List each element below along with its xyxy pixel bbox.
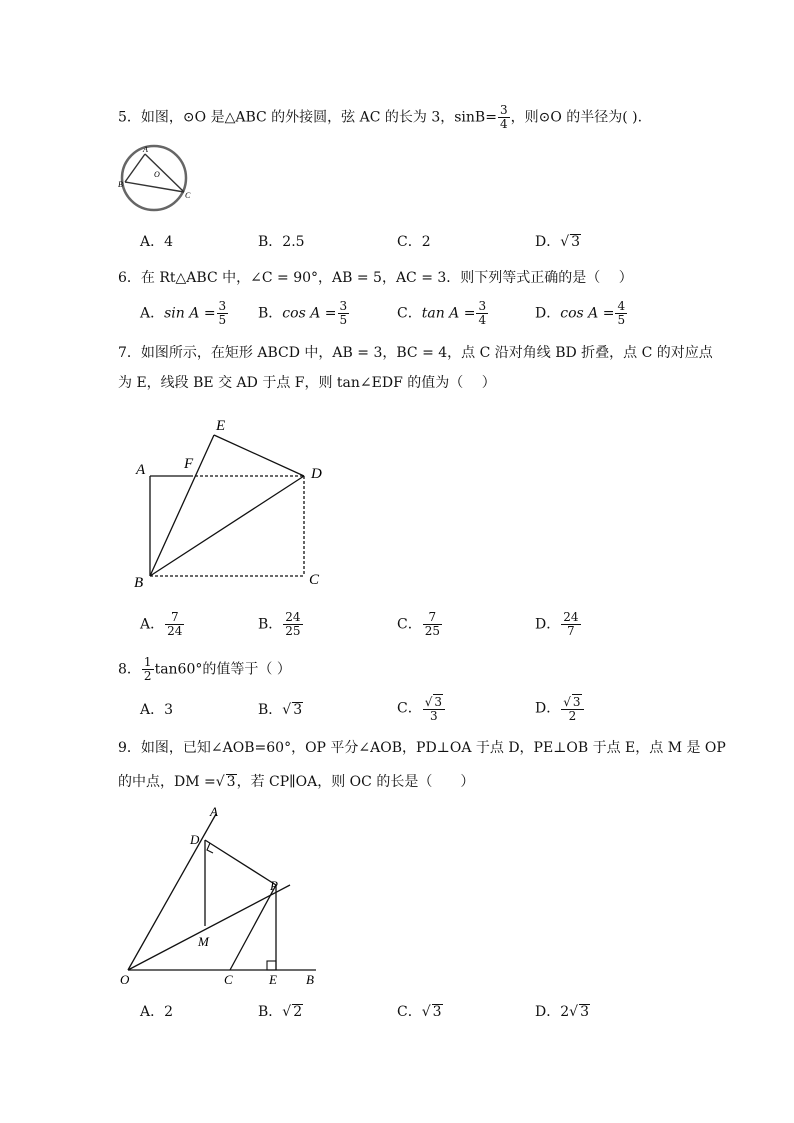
label-m: M	[198, 934, 209, 949]
label-b: B	[118, 180, 123, 189]
figure-q7-rectangle	[128, 410, 338, 592]
q5-option-a[interactable]: A．4	[140, 234, 174, 250]
label-a: A	[143, 145, 148, 154]
label-f: F	[184, 456, 194, 472]
question-9-stem-line1: 9．如图，已知∠AOB=60°，OP 平分∠AOB，PD⊥OA 于点 D，PE⊥OB 于点 E，点 M 是 OP	[118, 740, 726, 756]
question-7-stem-line2: 为 E，线段 BE 交 AD 于点 F，则 tan∠EDF 的值为（ ）	[118, 375, 496, 391]
question-6-stem: 6．在 Rt△ABC 中，∠C = 90°，AB = 5，AC = 3．则下列等式正确的是（ ）	[118, 270, 633, 286]
label-c: C	[185, 191, 191, 200]
question-number: 5．	[118, 109, 141, 126]
label-e: E	[216, 418, 226, 434]
q6-option-c[interactable]: C．tan A = $\frac{3}{4}$	[397, 299, 487, 327]
fraction: $\frac{3}{4}$	[499, 103, 508, 131]
label-a: A	[136, 462, 146, 478]
figure-q9-angle	[112, 802, 330, 994]
label-o: O	[154, 170, 160, 179]
q9-option-d[interactable]: D．2√ 3	[535, 1004, 589, 1020]
q6-option-a[interactable]: A．sin A = $\frac{3}{5}$	[140, 299, 227, 327]
q8-option-c[interactable]: C． $\frac{√ 3}{3}$	[397, 694, 446, 723]
q8-option-b[interactable]: B．√ 3	[258, 702, 303, 718]
label-b: B	[134, 575, 144, 591]
q8-option-d[interactable]: D． $\frac{√ 3}{2}$	[535, 694, 585, 723]
question-5-stem: 5．如图，⊙O 是△ABC 的外接圆，弦 AC 的长为 3，sinB= $\frac{3}{4}$ ，则⊙O 的半径为( ).	[118, 103, 643, 131]
q6-option-b[interactable]: B．cos A = $\frac{3}{5}$	[258, 299, 348, 327]
figure-q5-circle	[112, 142, 196, 214]
label-a: A	[210, 804, 218, 819]
q7-option-a[interactable]: A． $\frac{7}{24}$	[140, 610, 183, 638]
q9-option-b[interactable]: B．√ 2	[258, 1004, 303, 1020]
question-9-stem-line2: 的中点，DM =√ 3，若 CP∥OA，则 OC 的长是（ ）	[118, 774, 475, 790]
label-b: B	[306, 972, 314, 987]
q5-option-c[interactable]: C．2	[397, 234, 431, 250]
q6-option-d[interactable]: D．cos A = $\frac{4}{5}$	[535, 299, 626, 327]
q5-option-d[interactable]: D．√ 3	[535, 234, 581, 250]
label-o: O	[120, 972, 130, 987]
q7-option-d[interactable]: D． $\frac{24}{7}$	[535, 610, 579, 638]
label-e: E	[269, 972, 277, 987]
q7-option-b[interactable]: B． $\frac{24}{25}$	[258, 610, 301, 638]
label-d: D	[190, 832, 200, 847]
label-c: C	[309, 572, 320, 588]
q8-option-a[interactable]: A．3	[140, 702, 174, 718]
q5-option-b[interactable]: B．2.5	[258, 234, 305, 250]
q9-option-c[interactable]: C．√ 3	[397, 1004, 442, 1020]
question-7-stem-line1: 7．如图所示，在矩形 ABCD 中，AB = 3，BC = 4，点 C 沿对角线 BD 折叠，点 C 的对应点	[118, 345, 713, 361]
label-p: P	[270, 878, 278, 893]
q7-option-c[interactable]: C． $\frac{7}{25}$	[397, 610, 440, 638]
label-d: D	[311, 466, 322, 482]
question-8-stem: 8． $\frac{1}{2}$ tan60°的值等于（ ）	[118, 655, 291, 683]
q9-option-a[interactable]: A．2	[140, 1004, 174, 1020]
label-c: C	[224, 972, 233, 987]
